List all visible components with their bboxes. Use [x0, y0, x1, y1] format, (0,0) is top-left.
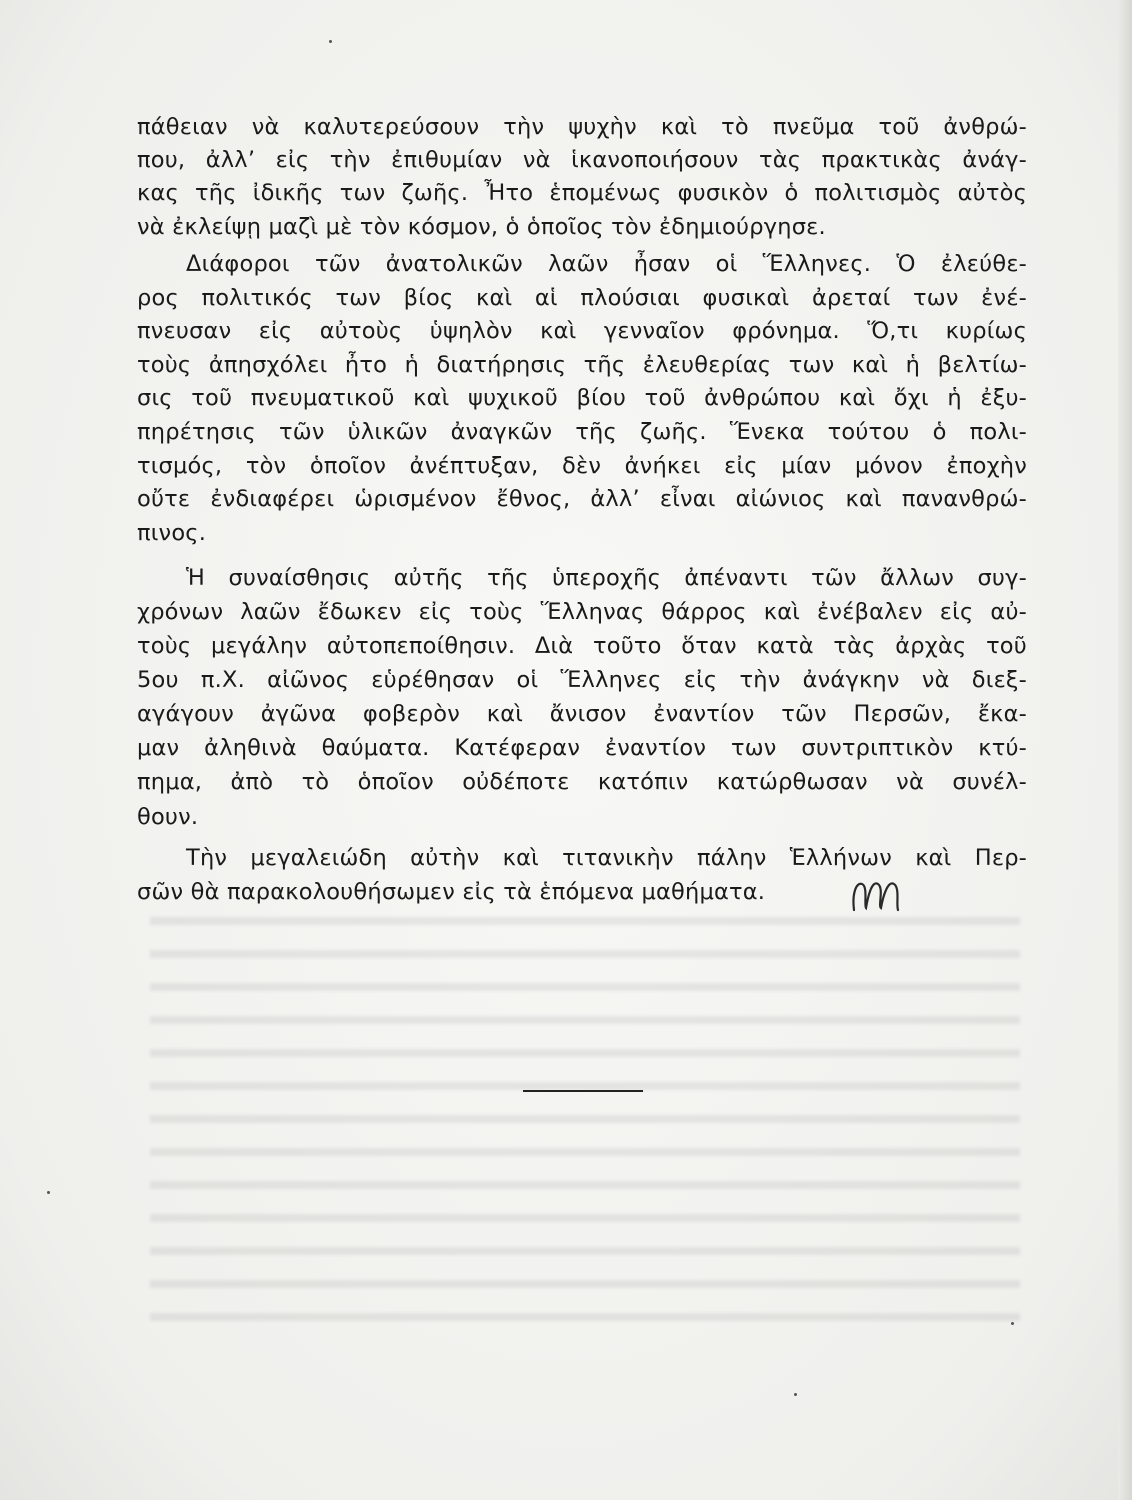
page-edge-shadow [1118, 0, 1132, 1500]
text-line: Διάφοροι τῶν ἀνατολικῶν λαῶν ἦσαν οἱ Ἕλληνες. Ὁ ἐλεύθε- [186, 251, 1027, 277]
handwritten-initial-mark [848, 874, 904, 914]
text-line: οὔτε ἐνδιαφέρει ὡρισμένον ἔθνος, ἀλλ’ εἶναι αἰώνιος καὶ πανανθρώ- [137, 486, 1027, 512]
speck [1011, 1322, 1014, 1325]
text-line: σις τοῦ πνευματικοῦ καὶ ψυχικοῦ βίου τοῦ ἀνθρώπου καὶ ὄχι ἡ ἐξυ- [137, 385, 1027, 411]
text-line: θουν. [137, 804, 199, 830]
text-line: κας τῆς ἰδικῆς των ζωῆς. Ἦτο ἑπομένως φυσικὸν ὁ πολιτισμὸς αὐτὸς [137, 180, 1027, 206]
text-line: πάθειαν νὰ καλυτερεύσουν τὴν ψυχὴν καὶ τὸ πνεῦμα τοῦ ἀνθρώ- [137, 114, 1027, 140]
text-line: ρος πολιτικός των βίος καὶ αἱ πλούσιαι φυσικαὶ ἀρεταί των ἐνέ- [137, 285, 1027, 311]
text-line: σῶν θὰ παρακολουθήσωμεν εἰς τὰ ἑπόμενα μαθήματα. [137, 879, 766, 905]
section-end-rule [523, 1090, 643, 1092]
text-line: 5ου π.Χ. αἰῶνος εὑρέθησαν οἱ Ἕλληνες εἰς τὴν ἀνάγκην νὰ διεξ- [137, 667, 1027, 693]
text-line: αγάγουν ἀγῶνα φοβερὸν καὶ ἄνισον ἐναντίον τῶν Περσῶν, ἔκα- [137, 701, 1027, 727]
text-line: πνευσαν εἰς αὐτοὺς ὑψηλὸν καὶ γενναῖον φρόνημα. Ὅ,τι κυρίως [137, 318, 1027, 344]
text-line: που, ἀλλ’ εἰς τὴν ἐπιθυμίαν νὰ ἱκανοποιήσουν τὰς πρακτικὰς ἀνάγ- [137, 147, 1027, 173]
text-line: τοὺς μεγάλην αὐτοπεποίθησιν. Διὰ τοῦτο ὅταν κατὰ τὰς ἀρχὰς τοῦ [137, 633, 1027, 659]
speck [794, 1393, 797, 1396]
bleed-through-text [150, 905, 1020, 1345]
speck [47, 1191, 50, 1194]
text-line: πημα, ἀπὸ τὸ ὁποῖον οὐδέποτε κατόπιν κατώρθωσαν νὰ συνέλ- [137, 769, 1027, 795]
text-line: χρόνων λαῶν ἔδωκεν εἰς τοὺς Ἕλληνας θάρρος καὶ ἐνέβαλεν εἰς αὐ- [137, 599, 1027, 625]
text-line: Ἡ συναίσθησις αὐτῆς τῆς ὑπεροχῆς ἀπέναντι τῶν ἄλλων συγ- [186, 565, 1027, 591]
text-line: Τὴν μεγαλειώδη αὐτὴν καὶ τιτανικὴν πάλην Ἑλλήνων καὶ Περ- [186, 845, 1027, 871]
text-line: νὰ ἐκλείψῃ μαζὶ μὲ τὸν κόσμον, ὁ ὁποῖος τὸν ἐδημιούργησε. [137, 214, 826, 240]
text-line: πινος. [137, 520, 207, 546]
text-line: τοὺς ἀπησχόλει ἦτο ἡ διατήρησις τῆς ἐλευθερίας των καὶ ἡ βελτίω- [137, 352, 1027, 378]
text-line: μαν ἀληθινὰ θαύματα. Κατέφεραν ἐναντίον των συντριπτικὸν κτύ- [137, 735, 1027, 761]
text-line: πηρέτησις τῶν ὑλικῶν ἀναγκῶν τῆς ζωῆς. Ἕνεκα τούτου ὁ πολι- [137, 419, 1027, 445]
speck [329, 40, 332, 43]
text-line: τισμός, τὸν ὁποῖον ἀνέπτυξαν, δὲν ἀνήκει εἰς μίαν μόνον ἐποχὴν [137, 453, 1027, 479]
